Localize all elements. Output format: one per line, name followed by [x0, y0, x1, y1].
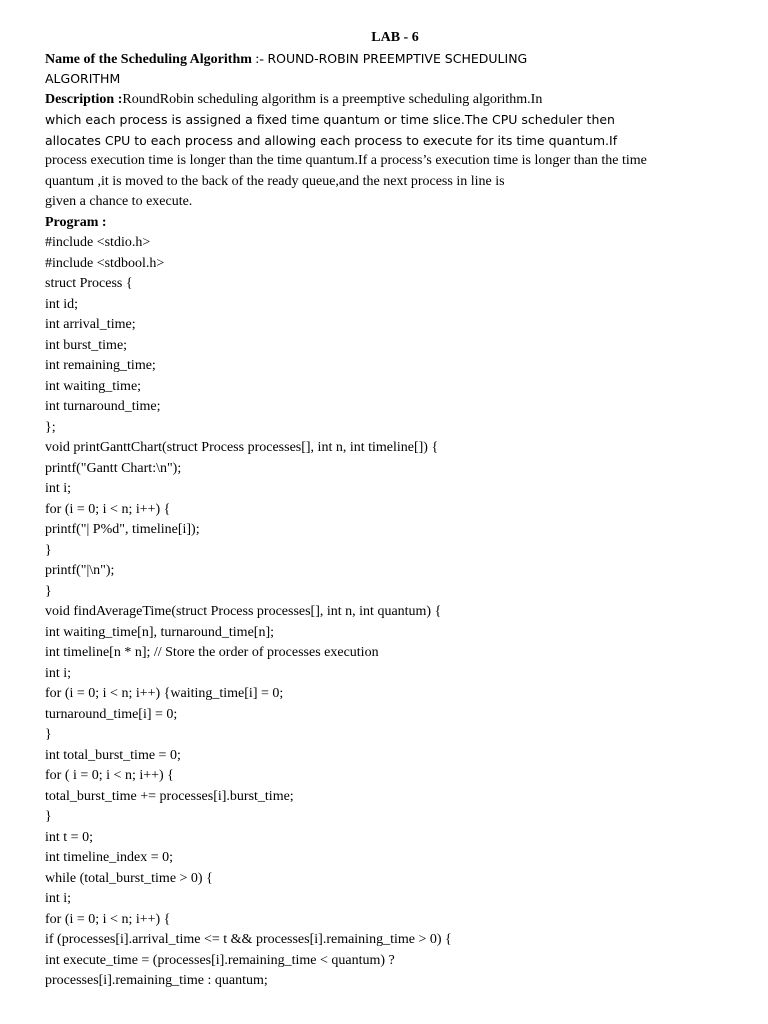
- code-line: };: [45, 419, 56, 435]
- code-line: int waiting_time[n], turnaround_time[n];: [45, 624, 275, 640]
- code-line: struct Process {: [45, 276, 133, 291]
- code-line: for (i = 0; i < n; i++) {waiting_time[i] = 0;: [45, 686, 284, 701]
- code-line: printf("|\n");: [45, 563, 115, 578]
- code-line: int timeline_index = 0;: [45, 850, 174, 865]
- code-line: int arrival_time;: [45, 317, 136, 332]
- code-line: int i;: [45, 665, 72, 681]
- code-line: int id;: [45, 296, 79, 312]
- code-line: }: [45, 727, 52, 742]
- description-line: quantum ,it is moved to the back of the ready queue,and the next process in line is: [45, 173, 505, 189]
- algorithm-separator: :-: [251, 51, 268, 67]
- code-line: int remaining_time;: [45, 358, 156, 373]
- code-line: for ( i = 0; i < n; i++) {: [45, 768, 174, 783]
- program-label: Program :: [45, 214, 107, 230]
- code-line: int total_burst_time = 0;: [45, 747, 181, 763]
- code-line: turnaround_time[i] = 0;: [45, 706, 178, 722]
- description-first-line: [45, 90, 745, 111]
- code-line: int i;: [45, 481, 72, 496]
- code-line: total_burst_time += processes[i].burst_time;: [45, 788, 294, 804]
- code-line: printf("Gantt Chart:\n");: [45, 460, 182, 476]
- code-line: printf("| P%d", timeline[i]);: [45, 522, 200, 537]
- description-line: which each process is assigned a fixed time quantum or time slice.The CPU scheduler then: [45, 112, 615, 127]
- algorithm-label: Name of the Scheduling Algorithm: [45, 51, 252, 67]
- code-line: int timeline[n * n]; // Store the order of processes execution: [45, 645, 379, 660]
- code-line: int turnaround_time;: [45, 399, 161, 414]
- code-line: int waiting_time;: [45, 378, 142, 394]
- code-line: for (i = 0; i < n; i++) {: [45, 911, 171, 927]
- code-line: }: [45, 542, 52, 558]
- code-line: }: [45, 583, 52, 599]
- description-line: allocates CPU to each process and allowing each process to execute for its time quantum.If: [45, 132, 618, 148]
- code-line: while (total_burst_time > 0) {: [45, 870, 213, 886]
- program-code: [45, 233, 745, 992]
- code-line: void findAverageTime(struct Process processes[], int n, int quantum) {: [45, 604, 442, 619]
- document-page: [45, 28, 745, 992]
- code-line: for (i = 0; i < n; i++) {: [45, 501, 171, 517]
- description-label: Description :: [45, 91, 123, 107]
- code-line: }: [45, 809, 52, 824]
- algorithm-name-continued: ALGORITHM: [45, 71, 121, 86]
- algorithm-name: ROUND-ROBIN PREEMPTIVE SCHEDULING: [267, 50, 528, 66]
- code-line: int t = 0;: [45, 829, 93, 845]
- description-text: RoundRobin scheduling algorithm is a preemptive scheduling algorithm.In: [122, 91, 543, 107]
- code-line: #include <stdio.h>: [45, 235, 151, 250]
- description-line: given a chance to execute.: [45, 194, 193, 209]
- description-line: process execution time is longer than the time quantum.If a process’s execution time is longer than the time: [45, 153, 647, 168]
- code-line: void printGanttChart(struct Process processes[], int n, int timeline[]) {: [45, 440, 439, 455]
- code-line: processes[i].remaining_time : quantum;: [45, 973, 268, 988]
- code-line: if (processes[i].arrival_time <= t && processes[i].remaining_time > 0) {: [45, 932, 452, 947]
- code-line: int execute_time = (processes[i].remaining_time < quantum) ?: [45, 952, 395, 968]
- lab-title: LAB - 6: [371, 30, 419, 45]
- algorithm-name-line: [45, 49, 745, 70]
- code-line: int i;: [45, 891, 72, 906]
- code-line: #include <stdbool.h>: [45, 255, 165, 271]
- code-line: int burst_time;: [45, 337, 128, 353]
